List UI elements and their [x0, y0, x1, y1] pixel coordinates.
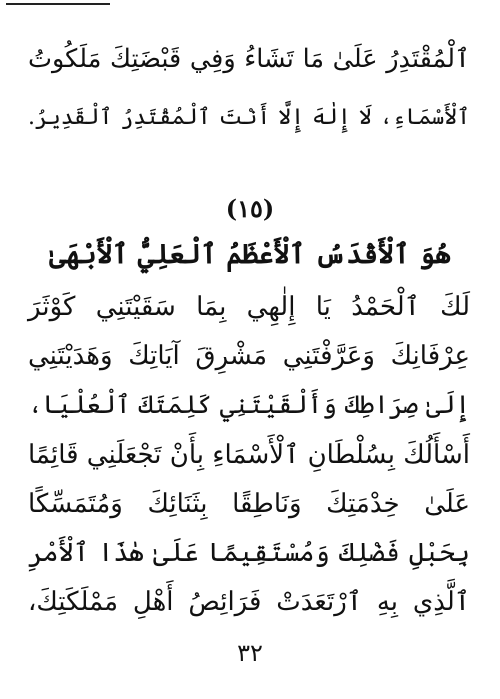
page-number: ٣٢: [237, 639, 263, 667]
prayer-line-4: أَسْأَلُكَ بِسُلْطَانِ ٱلْأَسْمَاءِ بِأَنْ تَجْعَلَنِي قَائِمًا: [28, 440, 470, 470]
continuation-line-2: ٱلْأَسْمَاءِ، لَا إِلٰهَ إِلَّا أَنْتَ ٱلْمُقْتَدِرُ ٱلْقَدِيرُ.: [28, 105, 470, 130]
prayer-line-1: لَكَ ٱلْحَمْدُ يَا إِلٰهِي بِمَا سَقَيْتَنِي كَوْثَرَ: [28, 292, 470, 322]
section-number: (١٥): [225, 194, 275, 223]
top-rule: [6, 3, 110, 5]
continuation-line-1: ٱلْمُقْتَدِرُ عَلَىٰ مَا تَشَاءُ وَفِي قَبْضَتِكَ مَلَكُوتُ: [28, 44, 470, 74]
prayer-line-2: عِرْفَانِكَ وَعَرَّفْتَنِي مَشْرِقَ آيَاتِكَ وَهَدَيْتَنِي: [28, 341, 470, 371]
section-title: هُوَ ٱلْأَقْدَسُ ٱلْأَعْظَمُ ٱلْعَلِيُّ ٱلْأَبْهَىٰ: [49, 239, 451, 270]
prayer-line-6: بِحَبْلِ فَضْلِكَ وَمُسْتَقِيمًا عَلَىٰ هٰذَا ٱلْأَمْرِ: [28, 538, 470, 568]
prayer-line-3: إِلَىٰ صِرَاطِكَ وَأَلْقَيْتَنِي كَلِمَتَكَ ٱلْعُلْيَا،: [28, 390, 470, 419]
prayer-line-5: عَلَىٰ خِدْمَتِكَ وَنَاطِقًا بِثَنَائِكَ وَمُتَمَسِّكًا: [28, 489, 470, 519]
prayer-line-7: ٱلَّذِي بِهِ ٱرْتَعَدَتْ فَرَائِصُ أَهْلِ مَمْلَكَتِكَ،: [28, 587, 470, 617]
